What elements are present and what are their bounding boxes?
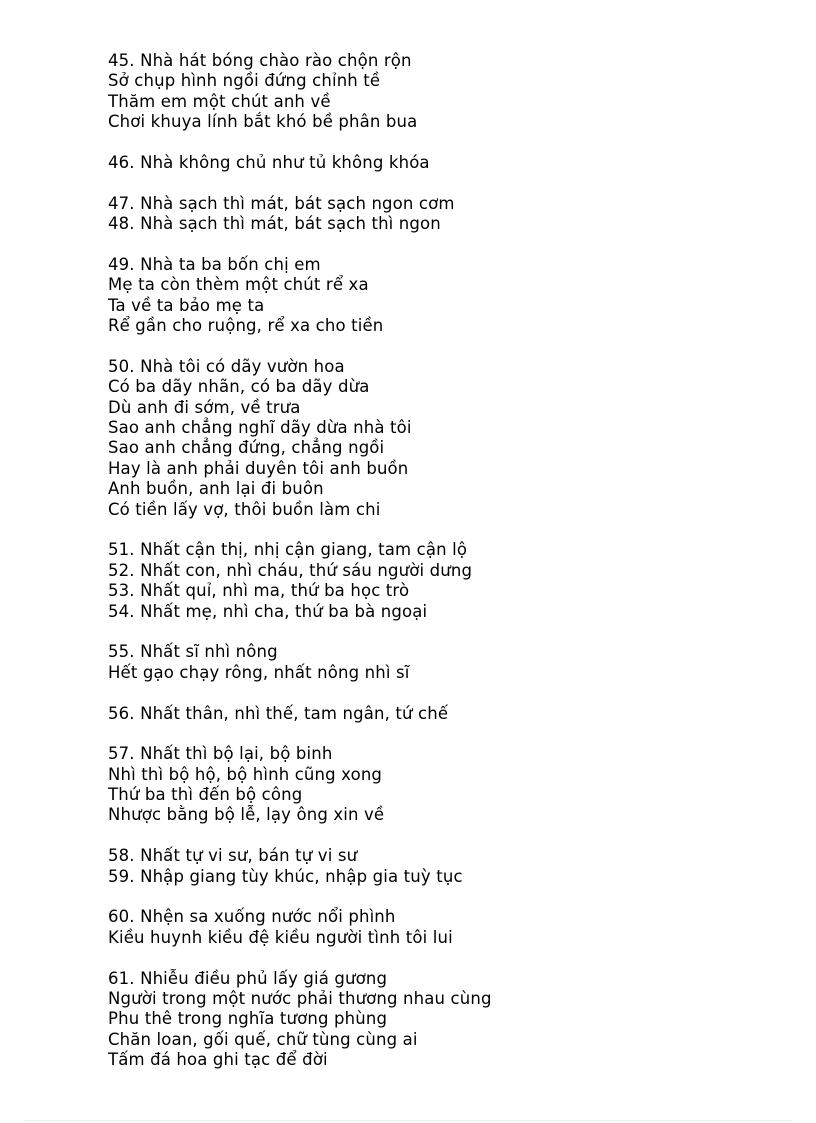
proverb-line: Sao anh chẳng nghĩ dãy dừa nhà tôi bbox=[108, 418, 412, 438]
proverb-line: Sao anh chẳng đứng, chẳng ngồi bbox=[108, 438, 385, 458]
proverb-line: 60. Nhện sa xuống nước nổi phình bbox=[108, 907, 396, 927]
proverb-line: 51. Nhất cận thị, nhị cận giang, tam cận lộ bbox=[108, 540, 468, 560]
proverb-stanza bbox=[108, 357, 788, 520]
proverb-line: Kiều huynh kiều đệ kiều người tình tôi lui bbox=[108, 927, 453, 947]
proverb-stanza bbox=[108, 540, 788, 622]
proverb-line: Sở chụp hình ngồi đứng chỉnh tề bbox=[108, 71, 381, 91]
proverb-stanza bbox=[108, 846, 788, 887]
proverb-line: Ta về ta bảo mẹ ta bbox=[108, 295, 265, 315]
proverb-line: Người trong một nước phải thương nhau cùng bbox=[108, 988, 492, 1008]
proverb-line: 46. Nhà không chủ như tủ không khóa bbox=[108, 152, 430, 172]
page-bottom-divider bbox=[24, 1120, 792, 1121]
proverb-line: 47. Nhà sạch thì mát, bát sạch ngon cơm bbox=[108, 193, 455, 213]
proverb-stanza bbox=[108, 51, 788, 133]
proverb-line: Chăn loan, gối quế, chữ tùng cùng ai bbox=[108, 1029, 418, 1049]
proverb-line: 55. Nhất sĩ nhì nông bbox=[108, 642, 278, 662]
proverb-line: Nhì thì bộ hộ, bộ hình cũng xong bbox=[108, 764, 383, 784]
proverb-line: Có tiền lấy vợ, thôi buồn làm chi bbox=[108, 499, 381, 519]
proverb-line: 59. Nhập giang tùy khúc, nhập gia tuỳ tục bbox=[108, 866, 463, 886]
proverb-stanza bbox=[108, 642, 788, 683]
proverb-line: 45. Nhà hát bóng chào rào chộn rộn bbox=[108, 51, 412, 70]
proverb-line: Dù anh đi sớm, về trưa bbox=[108, 397, 301, 417]
proverb-line: 57. Nhất thì bộ lại, bộ binh bbox=[108, 744, 333, 764]
proverb-list bbox=[108, 51, 788, 1091]
proverb-line: Mẹ ta còn thèm một chút rể xa bbox=[108, 275, 369, 295]
proverb-stanza bbox=[108, 744, 788, 826]
proverb-line: 54. Nhất mẹ, nhì cha, thứ ba bà ngoại bbox=[108, 601, 428, 621]
proverb-line: Hết gạo chạy rông, nhất nông nhì sĩ bbox=[108, 662, 410, 682]
proverb-line: Thăm em một chút anh về bbox=[108, 91, 331, 111]
proverb-line: Tấm đá hoa ghi tạc để đời bbox=[108, 1050, 328, 1070]
proverb-stanza bbox=[108, 969, 788, 1071]
proverb-line: Thứ ba thì đến bộ công bbox=[108, 785, 303, 805]
proverb-stanza bbox=[108, 704, 788, 724]
proverb-line: 61. Nhiễu điều phủ lấy giá gương bbox=[108, 968, 388, 988]
proverb-line: Hay là anh phải duyên tôi anh buồn bbox=[108, 458, 409, 478]
proverb-line: 50. Nhà tôi có dãy vườn hoa bbox=[108, 356, 345, 376]
proverb-line: 52. Nhất con, nhì cháu, thứ sáu người dưng bbox=[108, 560, 473, 580]
proverb-stanza bbox=[108, 255, 788, 337]
proverb-line: 53. Nhất quỉ, nhì ma, thứ ba học trò bbox=[108, 581, 410, 601]
proverb-line: Có ba dãy nhãn, có ba dãy dừa bbox=[108, 377, 370, 397]
proverb-line: Chơi khuya lính bắt khó bề phân bua bbox=[108, 112, 418, 132]
proverb-line: 48. Nhà sạch thì mát, bát sạch thì ngon bbox=[108, 214, 441, 234]
proverb-stanza bbox=[108, 153, 788, 173]
proverb-line: Nhược bằng bộ lễ, lạy ông xin về bbox=[108, 805, 385, 825]
proverb-line: 58. Nhất tự vi sư, bán tự vi sư bbox=[108, 846, 358, 866]
proverb-line: 49. Nhà ta ba bốn chị em bbox=[108, 254, 321, 274]
proverb-line: Anh buồn, anh lại đi buôn bbox=[108, 479, 324, 499]
proverb-line: Rể gần cho ruộng, rể xa cho tiền bbox=[108, 316, 384, 336]
proverb-stanza bbox=[108, 907, 788, 948]
proverb-line: 56. Nhất thân, nhì thế, tam ngân, tứ chế bbox=[108, 703, 449, 723]
proverb-stanza bbox=[108, 194, 788, 235]
proverb-line: Phu thê trong nghĩa tương phùng bbox=[108, 1009, 388, 1029]
